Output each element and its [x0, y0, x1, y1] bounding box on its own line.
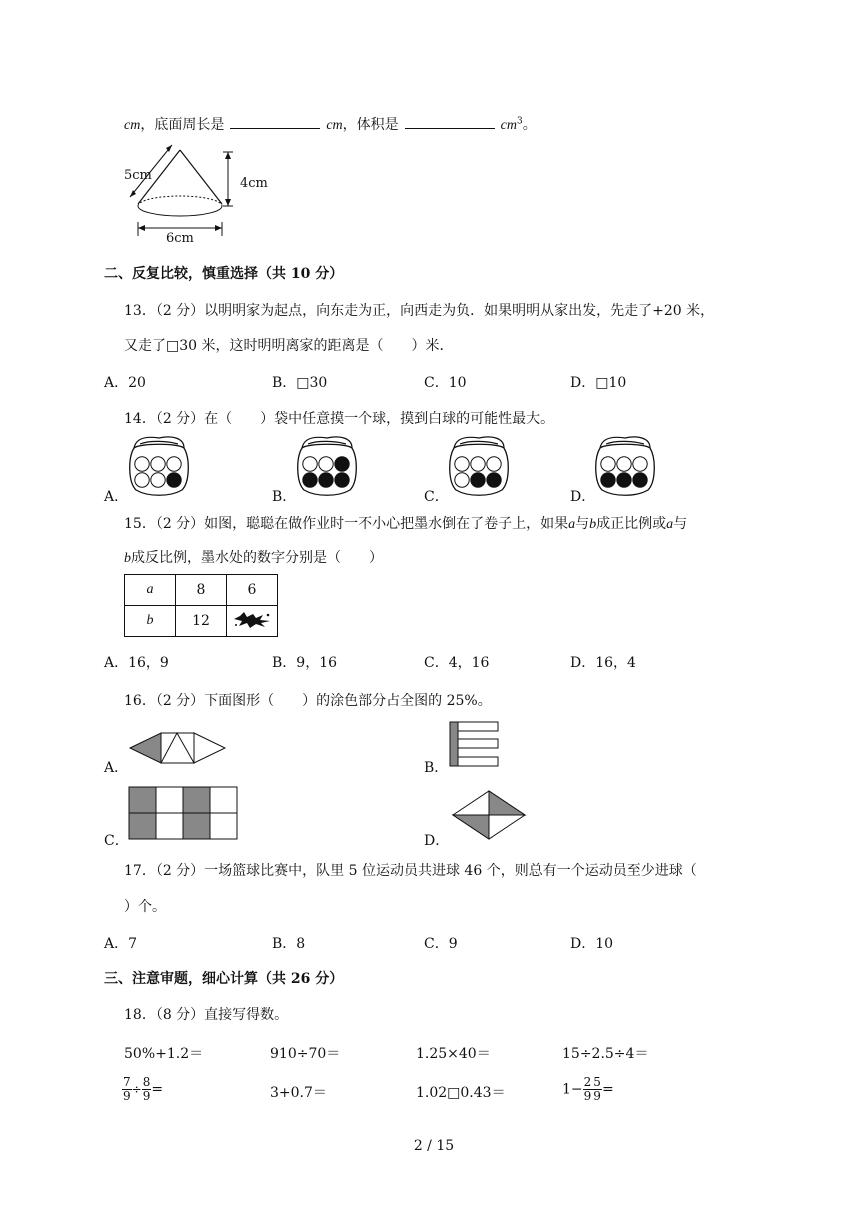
- option-d[interactable]: D．10: [570, 936, 614, 952]
- text-segment: 15．（2 分）如图，聪聪在做作业时一不小心把墨水倒在了卷子上，如果: [124, 516, 569, 532]
- option-a[interactable]: A．: [104, 489, 129, 505]
- question-15-line1: [124, 513, 687, 533]
- numerator: 2: [583, 1075, 592, 1089]
- fraction: [122, 1076, 132, 1103]
- arrow-head: [225, 152, 231, 159]
- calc-item: 1.25×40＝: [416, 1046, 491, 1062]
- cone-base-front: [138, 206, 222, 216]
- text-segment: 与: [673, 516, 688, 532]
- option-b[interactable]: B．: [424, 760, 449, 776]
- option-c[interactable]: C．: [424, 489, 449, 505]
- option-a[interactable]: A．: [104, 760, 129, 776]
- rhombus-strip-figure: [128, 728, 228, 768]
- arrow-head: [138, 225, 145, 231]
- question-15-line2: [124, 547, 383, 567]
- calc-item-fraction-subtraction: 1− $\frac{2}{9}$ $\frac{5}{9}$ =: [562, 1075, 614, 1103]
- arrow-head: [215, 225, 222, 231]
- white-ball: [135, 457, 149, 471]
- denominator: 9: [593, 1089, 601, 1103]
- page-number: 2 / 15: [413, 1138, 455, 1154]
- section-title: 三、注意审题，细心计算（共 26 分）: [104, 971, 344, 987]
- ball-bag-a: [126, 432, 192, 498]
- fraction: [592, 1076, 602, 1103]
- black-ball: [319, 473, 333, 487]
- table-row: [125, 575, 278, 606]
- equals: =: [151, 1081, 164, 1098]
- black-ball: [487, 473, 501, 487]
- white-ball: [151, 473, 165, 487]
- question-13-line2: 又走了□30 米，这时明明离家的距离是（ ）米．: [124, 338, 454, 354]
- black-ball: [471, 473, 485, 487]
- unit-text: cm: [500, 118, 517, 133]
- ink-blot-icon: [230, 609, 274, 629]
- option-b[interactable]: B．9，16: [272, 655, 338, 671]
- ratio-table: [124, 574, 278, 637]
- question-18-text: 18．（8 分）直接写得数。: [124, 1007, 289, 1023]
- unit-text: cm: [326, 118, 343, 133]
- text-segment: 成正比例或: [596, 516, 667, 532]
- white-ball: [319, 457, 333, 471]
- table-cell: 12: [176, 606, 227, 637]
- ball-bag-c: [446, 432, 512, 498]
- slant-label: 5cm: [124, 168, 152, 183]
- cone-figure: [110, 140, 280, 248]
- height-label: 4cm: [240, 176, 268, 191]
- integer: 1: [562, 1081, 571, 1098]
- black-ball: [335, 473, 349, 487]
- white-ball: [617, 457, 631, 471]
- diamond-figure: [450, 788, 530, 842]
- black-ball: [633, 473, 647, 487]
- perimeter-blank[interactable]: [230, 114, 320, 129]
- white-ball: [601, 457, 615, 471]
- equals: =: [601, 1081, 614, 1098]
- text-segment: 与: [575, 516, 590, 532]
- option-b[interactable]: B．: [272, 489, 297, 505]
- ball-bag-d: [592, 432, 658, 498]
- unit-superscript: 3: [516, 116, 523, 127]
- white-ball: [167, 457, 181, 471]
- question-13-line1: 13．（2 分）以明明家为起点，向东走为正，向西走为负．如果明明从家出发，先走了+20 米，: [124, 303, 715, 319]
- option-c[interactable]: C．10: [424, 375, 467, 391]
- calc-item: 15÷2.5÷4＝: [562, 1046, 649, 1062]
- perimeter-label: ，底面周长是: [140, 117, 225, 133]
- option-c[interactable]: C．: [104, 833, 129, 849]
- black-ball: [601, 473, 615, 487]
- calc-item: 3+0.7＝: [270, 1085, 327, 1101]
- black-ball: [617, 473, 631, 487]
- calc-item: 1.02□0.43＝: [416, 1085, 506, 1101]
- numerator: 7: [123, 1075, 131, 1089]
- variable: b: [124, 551, 131, 566]
- variable: a: [568, 517, 576, 532]
- white-ball: [151, 457, 165, 471]
- denominator: 9: [583, 1089, 592, 1103]
- table-cell: b: [125, 606, 176, 637]
- option-b[interactable]: B．□30: [272, 375, 328, 391]
- unit-text: cm: [124, 118, 141, 133]
- arrow-head: [225, 199, 231, 206]
- fraction: [142, 1076, 152, 1103]
- text-segment: 成反比例，墨水处的数字分别是（ ）: [131, 550, 383, 566]
- white-ball: [455, 457, 469, 471]
- white-ball: [633, 457, 647, 471]
- question-14-text: 14．（2 分）在（ ）袋中任意摸一个球，摸到白球的可能性最大。: [124, 411, 555, 427]
- table-row: [125, 606, 278, 637]
- variable: a: [666, 517, 674, 532]
- option-d[interactable]: D．□10: [570, 375, 627, 391]
- option-d[interactable]: D．: [570, 489, 596, 505]
- numerator: 8: [142, 1075, 151, 1089]
- variable: b: [589, 517, 597, 532]
- bar-strips-figure: [448, 720, 502, 770]
- black-ball: [167, 473, 181, 487]
- section-title: 二、反复比较，慎重选择（共 10 分）: [104, 266, 344, 282]
- question-17-line1: 17．（2 分）一场篮球比赛中，队里 5 位运动员共进球 46 个，则总有一个运动员至少进球（: [124, 863, 697, 879]
- option-a[interactable]: A．20: [104, 375, 146, 391]
- white-ball: [471, 457, 485, 471]
- black-ball: [303, 473, 317, 487]
- denominator: 9: [142, 1089, 151, 1103]
- option-a[interactable]: A．7: [104, 936, 138, 952]
- fraction: [583, 1076, 593, 1103]
- calc-item: 910÷70＝: [270, 1046, 341, 1062]
- cone-base-back: [138, 196, 222, 206]
- ink-blot-cell: [227, 606, 278, 637]
- cone-answer-line: [124, 114, 537, 134]
- white-ball: [487, 457, 501, 471]
- volume-blank[interactable]: [405, 114, 495, 129]
- volume-label: ，体积是: [342, 117, 399, 133]
- table-cell: 6: [227, 575, 278, 606]
- white-ball: [135, 473, 149, 487]
- option-c[interactable]: C．9: [424, 936, 458, 952]
- black-ball: [335, 457, 349, 471]
- table-cell: a: [125, 575, 176, 606]
- ball-bag-b: [294, 432, 360, 498]
- option-a[interactable]: A．16，9: [104, 655, 169, 671]
- white-ball: [303, 457, 317, 471]
- question-17-line2: ）个。: [124, 899, 166, 915]
- option-d[interactable]: D．: [424, 833, 450, 849]
- period: 。: [522, 117, 537, 133]
- cone-slant-right: [180, 150, 222, 204]
- diameter-label: 6cm: [166, 231, 194, 246]
- option-d[interactable]: D．16，4: [570, 655, 636, 671]
- numerator: 5: [593, 1075, 601, 1089]
- white-ball: [455, 473, 469, 487]
- calc-item-fraction-division: [122, 1076, 163, 1103]
- grid-rect-figure: [128, 786, 240, 842]
- question-16-text: 16．（2 分）下面图形（ ）的涂色部分占全图的 25%。: [124, 693, 492, 709]
- option-b[interactable]: B．8: [272, 936, 306, 952]
- denominator: 9: [123, 1089, 131, 1103]
- option-c[interactable]: C．4，16: [424, 655, 490, 671]
- calc-item: 50%+1.2＝: [124, 1046, 204, 1062]
- operator: ÷: [131, 1082, 142, 1097]
- table-cell: 8: [176, 575, 227, 606]
